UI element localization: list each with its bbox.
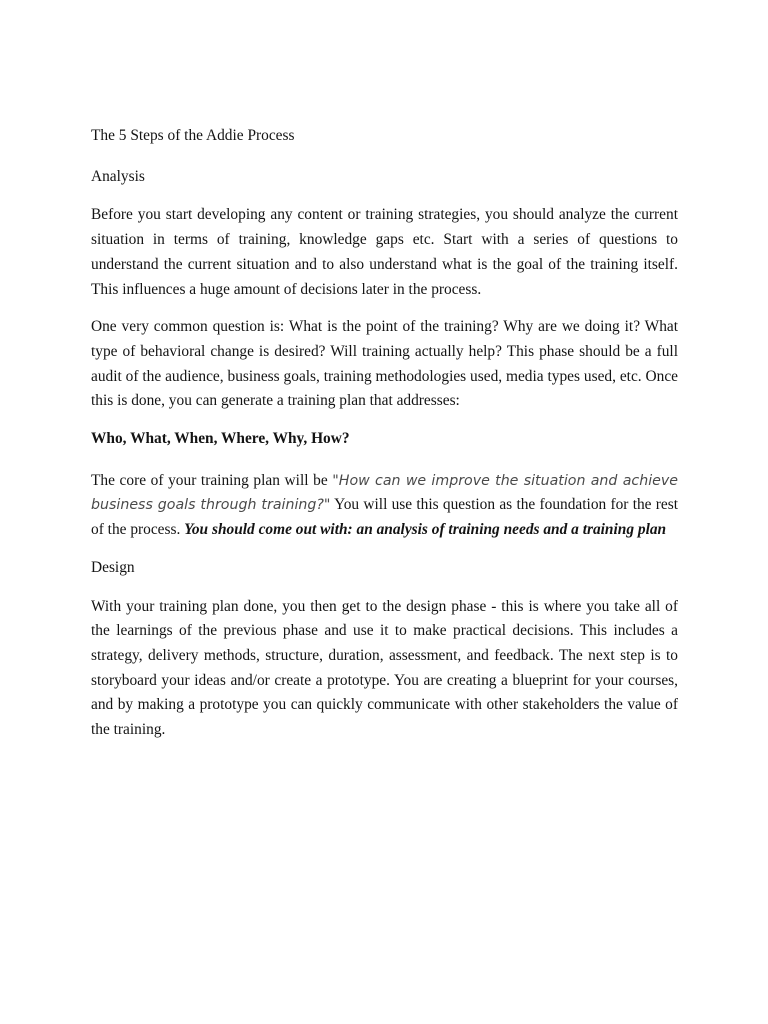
core-paragraph xyxy=(91,469,678,543)
design-heading: Design xyxy=(91,558,135,576)
questions-line: Who, What, When, Where, Why, How? xyxy=(91,430,350,448)
document-title: The 5 Steps of the Addie Process xyxy=(91,127,295,144)
analysis-paragraph-1: Before you start developing any content or training strategies, you should analyze the current situation in terms of training, knowledge gaps etc. Start with a series of questions to understand the current situation and to also understand what is the goal of the training itself. This influences a huge amount of decisions later in the process. xyxy=(91,206,678,298)
analysis-heading: Analysis xyxy=(91,167,145,185)
document-page xyxy=(91,124,678,756)
core-middle-text: You will use this question as the foundation for the rest of the process. xyxy=(91,496,679,539)
core-emphasis-text: You should come out with: an analysis of training needs and a training plan xyxy=(184,521,667,539)
core-quote-text: "How can we improve the situation and achieve business goals through training?" xyxy=(91,472,678,514)
analysis-paragraph-2: One very common question is: What is the point of the training? Why are we doing it? What type of behavioral change is desired? Will training actually help? This phase should be a full audit of the audience, business goals, training methodologies used, media types used, etc. Once this is done, you can generate a training plan that addresses: xyxy=(91,318,678,410)
core-intro-text: The core of your training plan will be xyxy=(91,471,333,489)
design-paragraph-1: With your training plan done, you then get to the design phase - this is where you take all of the learnings of the previous phase and use it to make practical decisions. This includes a strategy, delivery methods, structure, duration, assessment, and feedback. The next step is to storyboard your ideas and/or create a prototype. You are creating a blueprint for your courses, and by making a prototype you can quickly communicate with other stakeholders the value of the training. xyxy=(91,597,678,739)
